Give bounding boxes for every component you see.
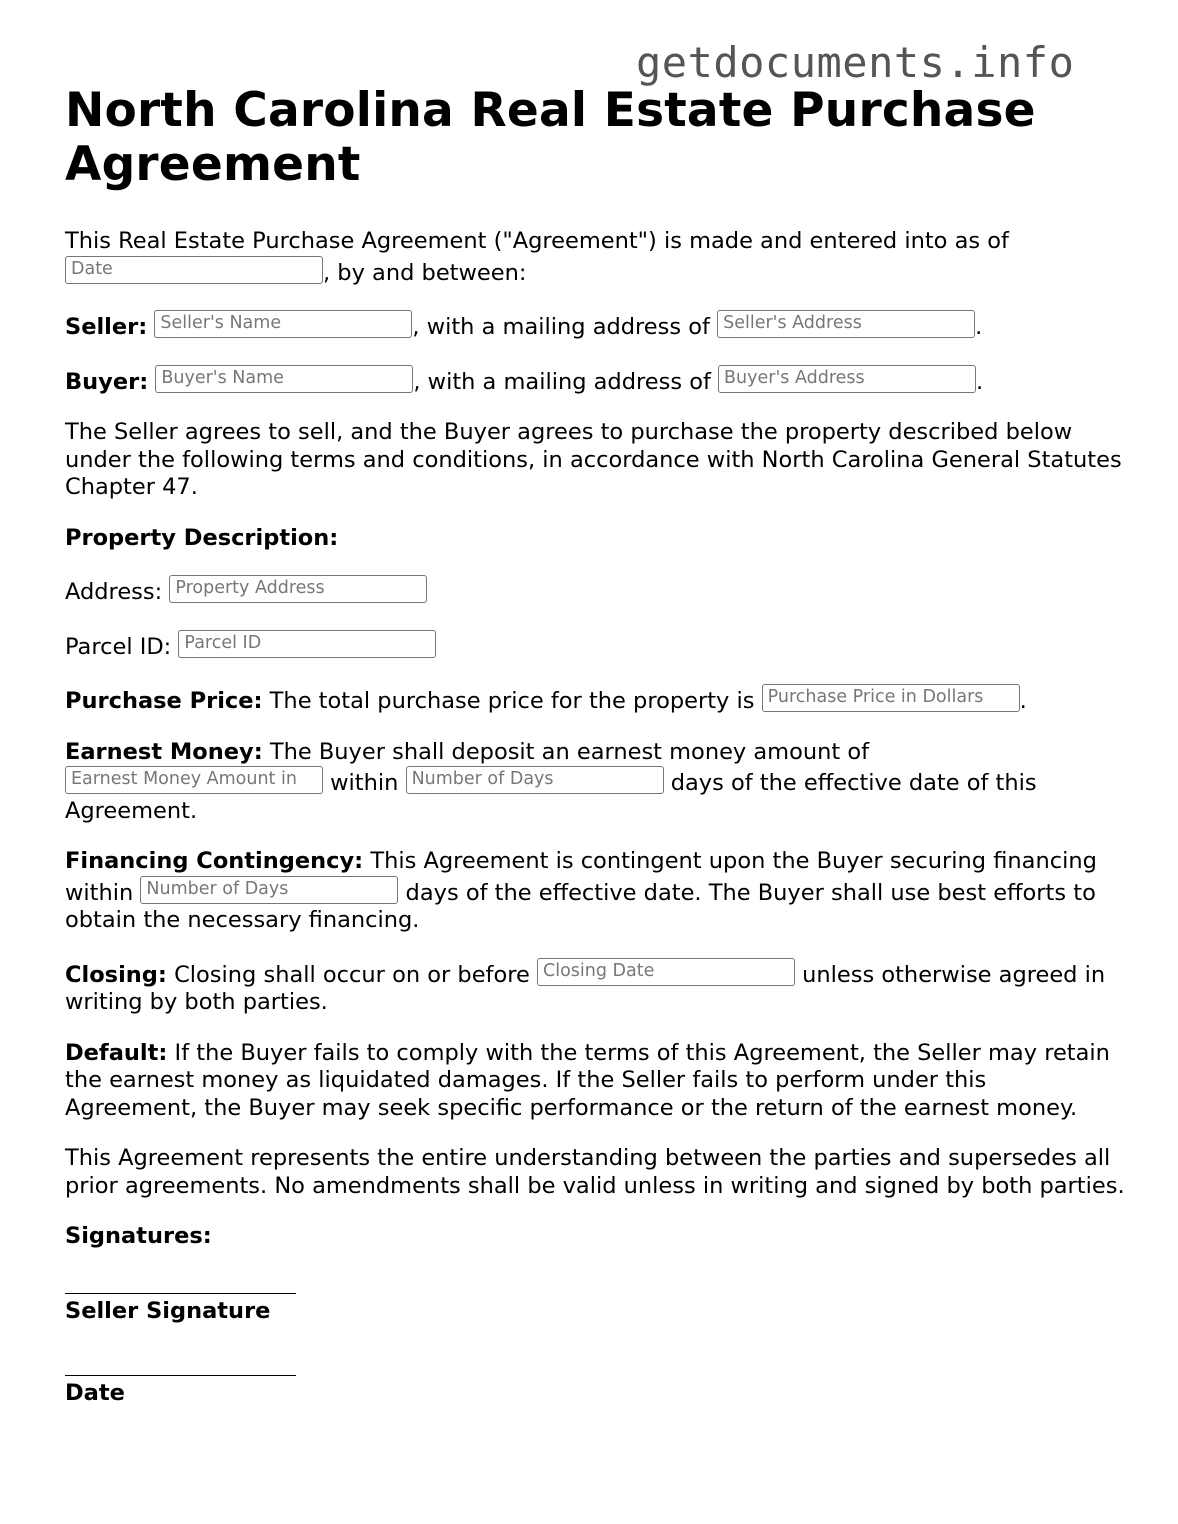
default-label: Default: <box>65 1039 168 1066</box>
seller-signature-line[interactable] <box>65 1265 296 1294</box>
document-body <box>65 84 1125 1430</box>
seller-address-input[interactable]: Seller's Address <box>717 310 975 338</box>
date-signature-label: Date <box>65 1380 125 1406</box>
seller-name-input[interactable]: Seller's Name <box>154 310 412 338</box>
buyer-line <box>65 365 1125 397</box>
intro-text-after: , by and between: <box>323 259 527 286</box>
financing-paragraph <box>65 848 1125 935</box>
parcel-id-line <box>65 630 1125 662</box>
seller-middle-text: , with a mailing address of <box>412 314 718 340</box>
closing-date-input[interactable]: Closing Date <box>537 958 795 986</box>
seller-signature-block <box>65 1265 1125 1326</box>
closing-text: Closing shall occur on or before <box>166 961 537 988</box>
seller-signature-label: Seller Signature <box>65 1297 271 1324</box>
purchase-price-input[interactable]: Purchase Price in Dollars <box>762 684 1020 712</box>
earnest-money-text-after: days of the effective date of this Agreement. <box>65 770 1037 824</box>
purchase-price-end: . <box>1019 688 1027 714</box>
buyer-label: Buyer: <box>65 368 149 395</box>
agreement-paragraph: The Seller agrees to sell, and the Buyer agrees to purchase the property described below under the following terms and conditions, in accordance with North Carolina General Statutes Chapter 47. <box>65 419 1122 500</box>
date-signature-block <box>65 1347 1125 1408</box>
seller-line <box>65 310 1125 342</box>
default-text: If the Buyer fails to comply with the terms of this Agreement, the Seller may retain the earnest money as liquidated damages. If the Seller fails to perform under this Agreement, the Buyer may seek specific performance or the return of the earnest money. <box>65 1039 1110 1121</box>
seller-label: Seller: <box>65 314 148 340</box>
earnest-money-days-input[interactable]: Number of Days <box>406 766 664 794</box>
signatures-heading <box>65 1223 1125 1251</box>
buyer-name-input[interactable]: Buyer's Name <box>155 365 413 393</box>
agreement-date-input[interactable]: Date <box>65 256 323 284</box>
earnest-money-text: The Buyer shall deposit an earnest money amount of <box>262 738 870 765</box>
financing-days-input[interactable]: Number of Days <box>140 876 398 904</box>
seller-end: . <box>975 314 983 340</box>
property-heading <box>65 525 1125 553</box>
financing-text: This Agreement is contingent upon the Buyer securing financing within <box>65 848 1097 906</box>
closing-label: Closing: <box>65 961 167 988</box>
entire-agreement-paragraph: This Agreement represents the entire understanding between the parties and supersedes all prior agreements. No amendments shall be valid unless in writing and signed by both parties. <box>65 1145 1125 1199</box>
closing-text-after: unless otherwise agreed in writing by both parties. <box>65 961 1106 1015</box>
signatures-heading-text: Signatures: <box>65 1223 212 1249</box>
buyer-end: . <box>976 368 984 395</box>
intro-paragraph <box>65 228 1125 287</box>
property-heading-text: Property Description: <box>65 524 339 551</box>
buyer-middle-text: , with a mailing address of <box>413 368 719 395</box>
financing-text-after: days of the effective date. The Buyer shall use best efforts to obtain the necessary financing. <box>65 879 1096 933</box>
property-address-line <box>65 575 1125 607</box>
parcel-id-input[interactable]: Parcel ID <box>178 630 436 658</box>
date-signature-line[interactable] <box>65 1347 296 1376</box>
earnest-money-within: within <box>323 770 406 796</box>
earnest-money-label: Earnest Money: <box>65 738 263 765</box>
purchase-price-label: Purchase Price: <box>65 688 263 714</box>
parcel-id-label: Parcel ID: <box>65 633 172 660</box>
purchase-price-text: The total purchase price for the property is <box>262 688 762 714</box>
purchase-price-line <box>65 684 1125 716</box>
property-address-input[interactable]: Property Address <box>169 575 427 603</box>
financing-label: Financing Contingency: <box>65 848 364 874</box>
closing-paragraph <box>65 958 1125 1017</box>
watermark: getdocuments.info <box>636 38 1075 87</box>
page-title: North Carolina Real Estate Purchase Agreement <box>65 83 1036 192</box>
earnest-money-amount-input[interactable]: Earnest Money Amount in <box>65 766 323 794</box>
buyer-address-input[interactable]: Buyer's Address <box>718 365 976 393</box>
property-address-label: Address: <box>65 579 163 605</box>
intro-text: This Real Estate Purchase Agreement ("Agreement") is made and entered into as of <box>65 228 1009 254</box>
earnest-money-paragraph <box>65 739 1125 826</box>
default-paragraph <box>65 1040 1125 1123</box>
